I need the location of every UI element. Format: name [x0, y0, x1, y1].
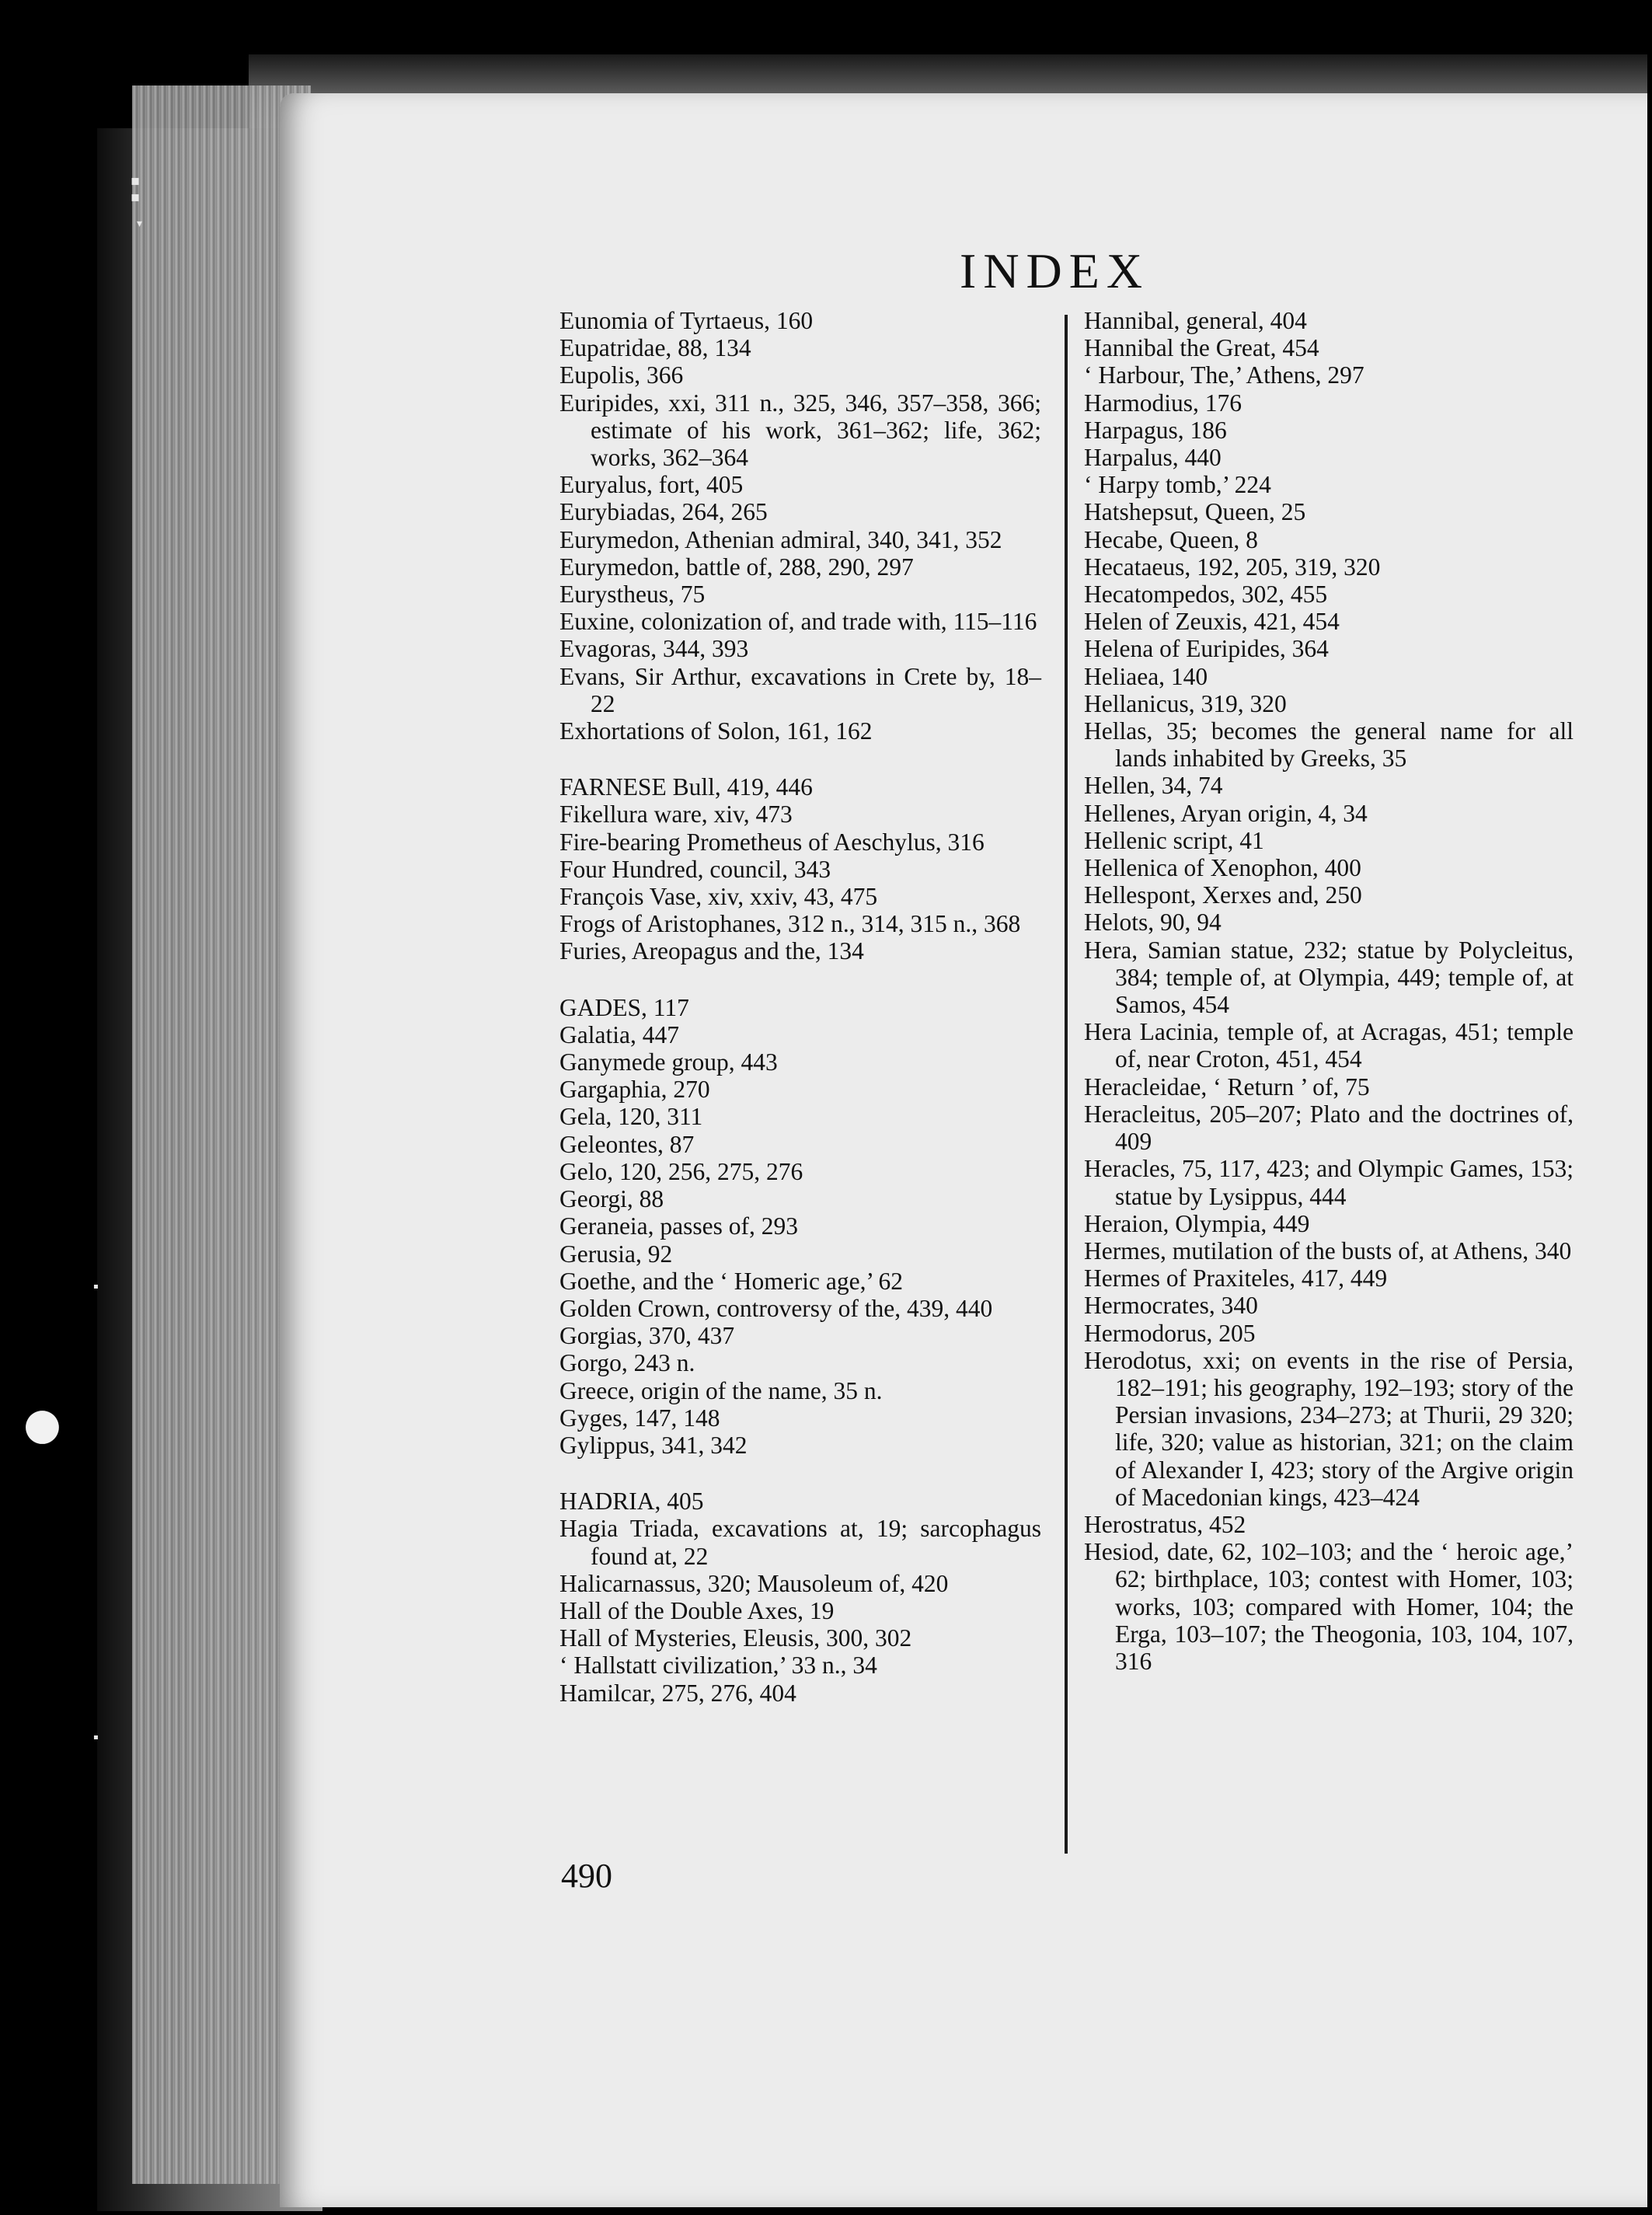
- index-entry: Helena of Euripides, 364: [1084, 635, 1329, 663]
- index-entry: Greece, origin of the name, 35 n.: [559, 1376, 883, 1404]
- index-column-right: [1084, 307, 1574, 1675]
- index-entry: Hermocrates, 340: [1084, 1292, 1258, 1320]
- index-entry: Georgi, 88: [559, 1185, 664, 1213]
- index-entry: Hellespont, Xerxes and, 250: [1084, 881, 1362, 909]
- section-gap: [559, 1459, 1041, 1488]
- index-entry: Hatshepsut, Queen, 25: [1084, 498, 1306, 526]
- index-entry: Eurymedon, battle of, 288, 290, 297: [559, 553, 914, 581]
- index-entry: Golden Crown, controversy of the, 439, 440: [559, 1294, 993, 1322]
- index-entry: Ganymede group, 443: [559, 1048, 778, 1076]
- index-entry: Hannibal, general, 404: [1084, 307, 1307, 334]
- index-entry: Eunomia of Tyrtaeus, 160: [559, 307, 814, 334]
- index-entry: Euryalus, fort, 405: [559, 471, 744, 499]
- index-entry: Evans, Sir Arthur, excavations in Crete by, 18–22: [559, 662, 1041, 717]
- index-entry: Heraion, Olympia, 449: [1084, 1209, 1310, 1237]
- page-number: 490: [561, 1857, 612, 1895]
- index-entry: Hesiod, date, 62, 102–103; and the ‘ heroic age,’ 62; birthplace, 103; contest with Homer, 103; works, 103; compared with Homer, 104; the Erga, 103–107; the Theogonia, 103, 104, 107, 316: [1084, 1538, 1574, 1675]
- index-entry: Hera, Samian statue, 232; statue by Polycleitus, 384; temple of, at Olympia, 449; temple of, at Samos, 454: [1084, 936, 1574, 1019]
- index-entry: Halicarnassus, 320; Mausoleum of, 420: [559, 1569, 949, 1597]
- index-entry: Hermes of Praxiteles, 417, 449: [1084, 1264, 1388, 1292]
- section-gap: [559, 965, 1041, 994]
- index-entry: Helen of Zeuxis, 421, 454: [1084, 608, 1340, 636]
- index-column-left: [559, 307, 1041, 1707]
- index-entry: Eurybiadas, 264, 265: [559, 498, 768, 526]
- index-entry: HADRIA, 405: [559, 1488, 704, 1516]
- index-entry: FARNESE Bull, 419, 446: [559, 773, 813, 801]
- index-entry: Fire-bearing Prometheus of Aeschylus, 316: [559, 828, 985, 856]
- index-entry: Gargaphia, 270: [559, 1076, 710, 1104]
- index-entry: ‘ Harbour, The,’ Athens, 297: [1084, 361, 1364, 389]
- index-entry: Frogs of Aristophanes, 312 n., 314, 315 n., 368: [559, 910, 1021, 938]
- index-entry: François Vase, xiv, xxiv, 43, 475: [559, 883, 878, 911]
- index-entry: Gylippus, 341, 342: [559, 1431, 748, 1459]
- index-entry: Harpagus, 186: [1084, 416, 1227, 444]
- index-entry: Heracleitus, 205–207; Plato and the doctrines of, 409: [1084, 1100, 1574, 1156]
- index-entry: Exhortations of Solon, 161, 162: [559, 717, 873, 745]
- index-entry: Hannibal the Great, 454: [1084, 334, 1319, 362]
- index-entry: Heliaea, 140: [1084, 662, 1208, 690]
- column-divider: [1065, 315, 1068, 1854]
- index-entry: Gorgo, 243 n.: [559, 1349, 695, 1377]
- index-entry: Gerusia, 92: [559, 1240, 673, 1268]
- index-entry: Hellenic script, 41: [1084, 826, 1264, 854]
- section-gap: [559, 745, 1041, 773]
- index-entry: Hecabe, Queen, 8: [1084, 525, 1258, 553]
- index-entry: Euxine, colonization of, and trade with, 115–116: [559, 608, 1037, 636]
- index-entry: Eurystheus, 75: [559, 581, 706, 609]
- index-entry: Hall of Mysteries, Eleusis, 300, 302: [559, 1624, 912, 1652]
- index-entry: GADES, 117: [559, 993, 689, 1021]
- index-entry: Euripides, xxi, 311 n., 325, 346, 357–358, 366; estimate of his work, 361–362; life, 362; works, 362–364: [559, 389, 1041, 472]
- index-entry: Gyges, 147, 148: [559, 1404, 720, 1432]
- index-entry: Herodotus, xxi; on events in the rise of Persia, 182–191; his geography, 192–193; story of the Persian invasions, 234–273; at Thurii, 29 320; life, 320; value as historian, 321; on the claim of Alexander I, 423; story of the Argive origin of Macedonian kings, 423–424: [1084, 1346, 1574, 1511]
- index-entry: Gelo, 120, 256, 275, 276: [559, 1157, 803, 1185]
- index-entry: Geleontes, 87: [559, 1130, 695, 1158]
- index-entry: Helots, 90, 94: [1084, 909, 1222, 937]
- index-entry: Geraneia, passes of, 293: [559, 1212, 799, 1240]
- index-entry: Harmodius, 176: [1084, 389, 1242, 417]
- index-entry: Hellen, 34, 74: [1084, 772, 1223, 800]
- index-entry: Hellanicus, 319, 320: [1084, 689, 1287, 717]
- index-entry: Fikellura ware, xiv, 473: [559, 801, 793, 828]
- index-entry: ‘ Harpy tomb,’ 224: [1084, 471, 1271, 499]
- page-title: INDEX: [960, 243, 1150, 298]
- index-entry: Goethe, and the ‘ Homeric age,’ 62: [559, 1267, 903, 1295]
- index-entry: Harpalus, 440: [1084, 444, 1222, 472]
- index-entry: Hellas, 35; becomes the general name for all lands inhabited by Greeks, 35: [1084, 717, 1574, 773]
- index-entry: Hera Lacinia, temple of, at Acragas, 451; temple of, near Croton, 451, 454: [1084, 1018, 1574, 1073]
- index-entry: Hecatompedos, 302, 455: [1084, 581, 1328, 609]
- index-entry: Hermes, mutilation of the busts of, at Athens, 340: [1084, 1237, 1572, 1264]
- index-entry: Hellenica of Xenophon, 400: [1084, 854, 1361, 882]
- index-entry: Hermodorus, 205: [1084, 1319, 1256, 1347]
- index-entry: Gorgias, 370, 437: [559, 1322, 735, 1350]
- index-entry: Four Hundred, council, 343: [559, 855, 831, 883]
- index-entry: Eupolis, 366: [559, 361, 684, 389]
- index-entry: Heracles, 75, 117, 423; and Olympic Games, 153; statue by Lysippus, 444: [1084, 1155, 1574, 1210]
- index-entry: Heracleidae, ‘ Return ’ of, 75: [1084, 1073, 1370, 1101]
- index-entry: Galatia, 447: [559, 1020, 679, 1048]
- index-entry: ‘ Hallstatt civilization,’ 33 n., 34: [559, 1652, 877, 1680]
- index-entry: Evagoras, 344, 393: [559, 635, 749, 663]
- index-entry: Hecataeus, 192, 205, 319, 320: [1084, 553, 1381, 581]
- index-entry: Hellenes, Aryan origin, 4, 34: [1084, 799, 1368, 827]
- index-entry: Furies, Areopagus and the, 134: [559, 937, 864, 965]
- index-entry: Hagia Triada, excavations at, 19; sarcophagus found at, 22: [559, 1515, 1041, 1570]
- index-entry: Gela, 120, 311: [559, 1103, 703, 1131]
- index-entry: Eupatridae, 88, 134: [559, 334, 751, 362]
- index-entry: Hamilcar, 275, 276, 404: [559, 1679, 796, 1707]
- index-entry: Hall of the Double Axes, 19: [559, 1596, 835, 1624]
- index-entry: Eurymedon, Athenian admiral, 340, 341, 352: [559, 525, 1002, 553]
- index-entry: Herostratus, 452: [1084, 1510, 1246, 1538]
